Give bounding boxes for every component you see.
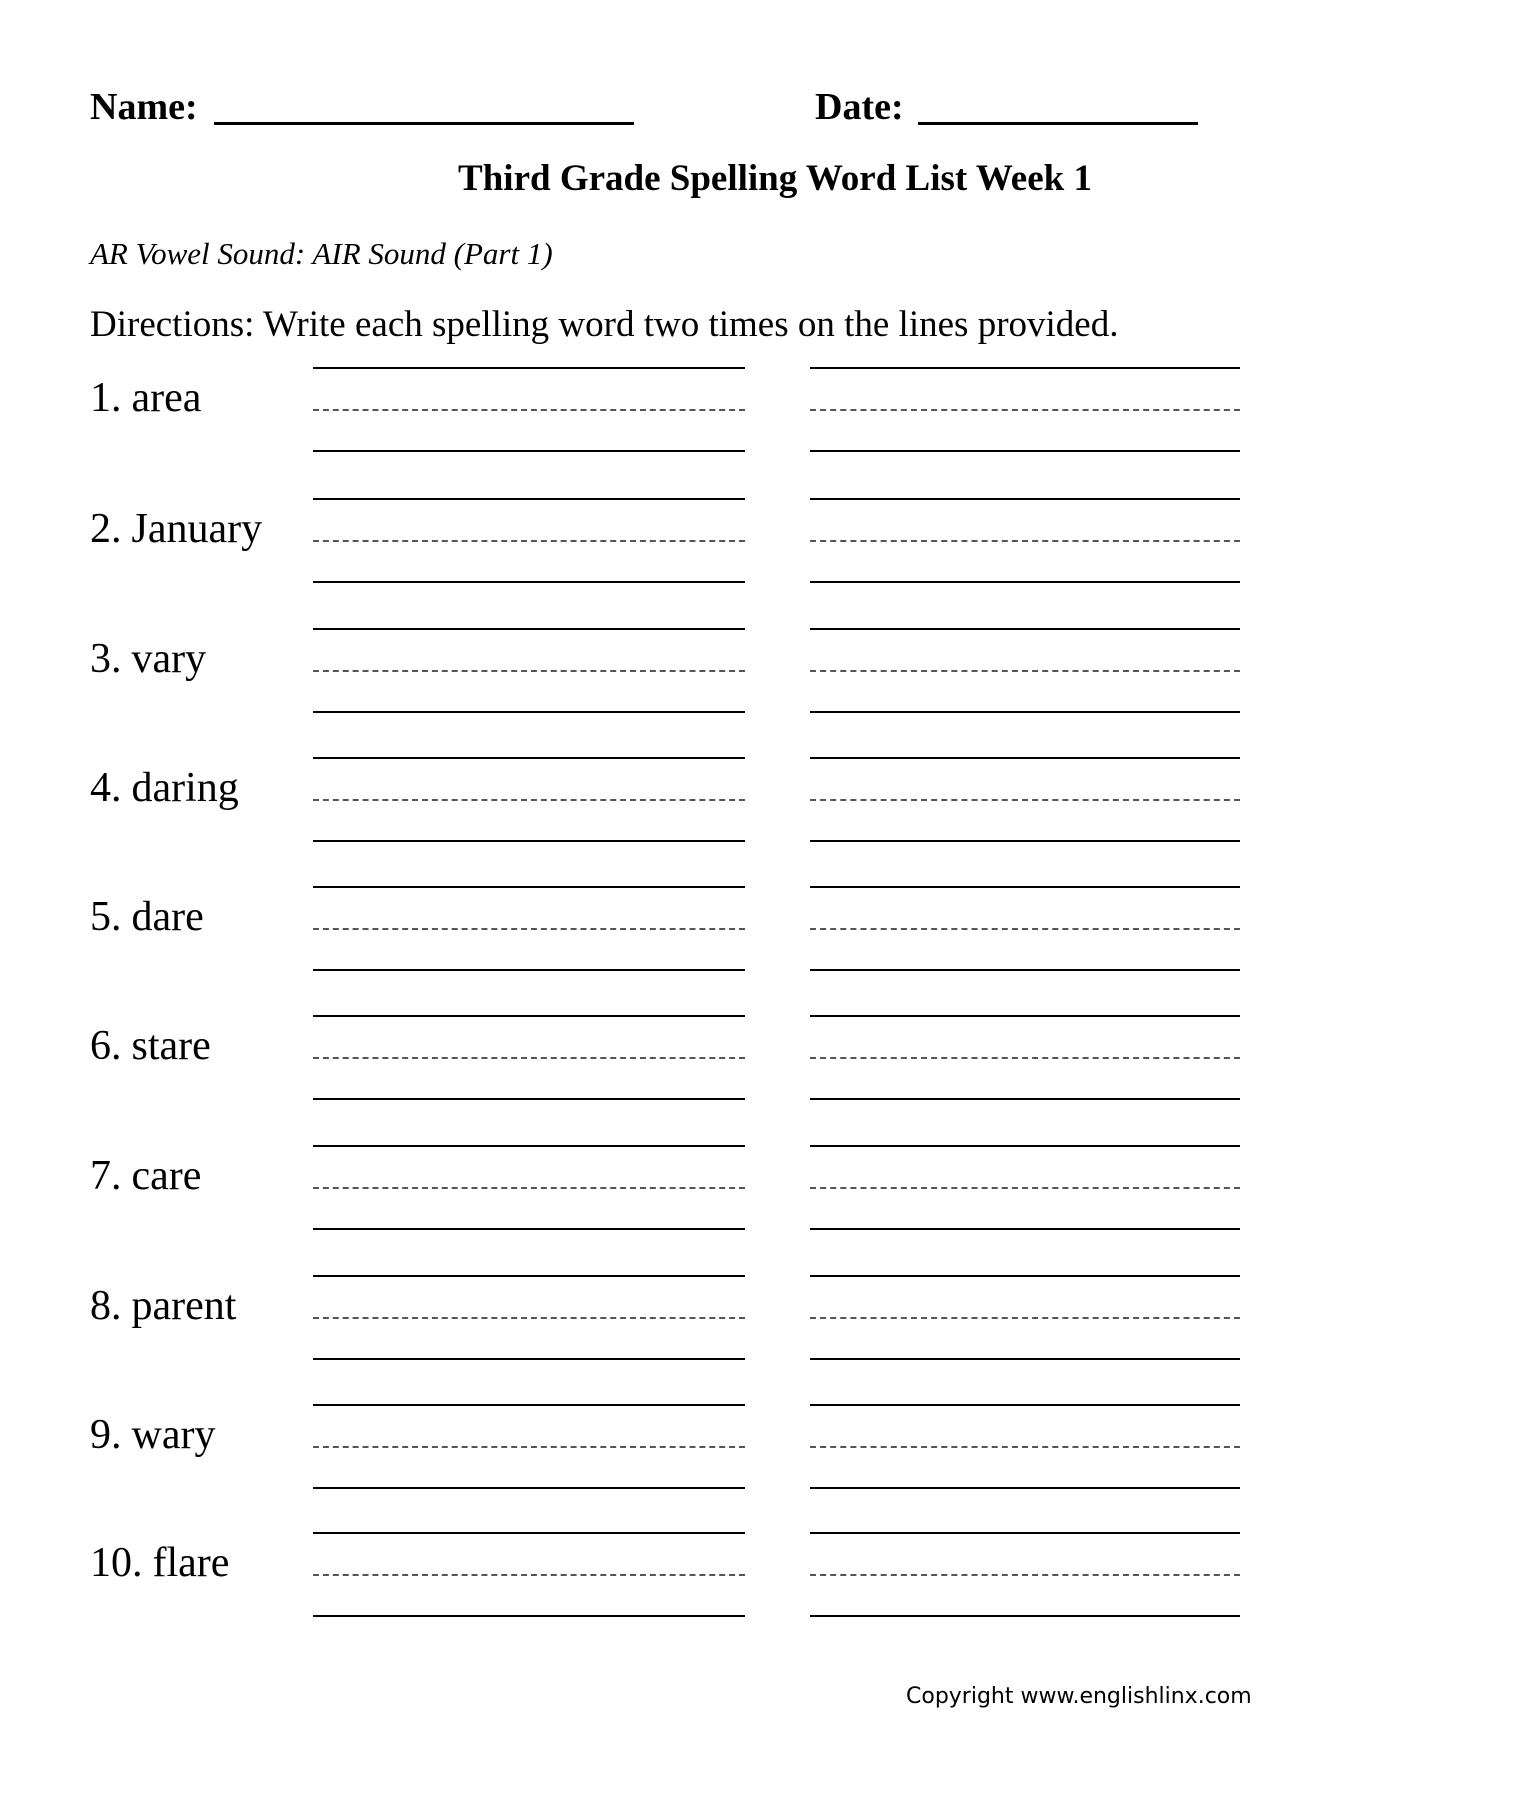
writing-baseline [810,1615,1240,1617]
word-number: 9. [90,1412,122,1458]
writing-top-line [313,757,745,759]
writing-top-line [313,628,745,630]
word-text: January [131,506,263,552]
writing-baseline [810,969,1240,971]
spelling-word-5 [90,896,204,938]
writing-top-line [810,1532,1240,1534]
writing-baseline [313,450,745,452]
writing-top-line [313,498,745,500]
word-text: wary [131,1412,216,1458]
writing-midline [810,1446,1240,1448]
word-number: 4. [90,765,122,811]
word-text: daring [131,765,239,811]
writing-midline [810,1317,1240,1319]
word-text: dare [131,894,204,940]
word-text: care [131,1153,202,1199]
spelling-word-6 [90,1025,211,1067]
word-text: flare [152,1540,230,1586]
writing-top-line [810,886,1240,888]
word-text: area [131,375,202,421]
writing-top-line [313,1015,745,1017]
writing-baseline [810,581,1240,583]
writing-baseline [810,1487,1240,1489]
writing-baseline [810,1228,1240,1230]
writing-top-line [810,1404,1240,1406]
writing-baseline [313,969,745,971]
spelling-word-3 [90,638,206,680]
writing-baseline [810,840,1240,842]
writing-midline [313,540,745,542]
spelling-word-7 [90,1155,201,1197]
writing-top-line [313,1145,745,1147]
writing-top-line [810,757,1240,759]
writing-midline [313,1057,745,1059]
word-number: 1. [90,375,122,421]
writing-baseline [313,711,745,713]
writing-baseline [313,1615,745,1617]
writing-baseline [313,1358,745,1360]
writing-baseline [313,1487,745,1489]
word-number: 7. [90,1153,122,1199]
word-text: parent [131,1283,237,1329]
spelling-word-2 [90,508,262,550]
word-number: 5. [90,894,122,940]
writing-midline [313,409,745,411]
writing-midline [313,799,745,801]
word-number: 2. [90,506,122,552]
spelling-word-9 [90,1414,215,1456]
spelling-word-1 [90,377,201,419]
writing-baseline [810,1098,1240,1100]
spelling-word-4 [90,767,239,809]
writing-top-line [313,1404,745,1406]
writing-midline [810,540,1240,542]
writing-midline [313,1187,745,1189]
writing-midline [313,928,745,930]
writing-top-line [313,886,745,888]
directions-text: Directions: Write each spelling word two times on the lines provided. [90,304,1119,345]
writing-top-line [313,1532,745,1534]
word-number: 8. [90,1283,122,1329]
spelling-word-8 [90,1285,236,1327]
writing-baseline [313,1228,745,1230]
writing-top-line [313,1275,745,1277]
writing-midline [810,670,1240,672]
word-text: stare [131,1023,211,1069]
writing-top-line [810,498,1240,500]
writing-midline [313,1317,745,1319]
word-number: 6. [90,1023,122,1069]
spelling-word-10 [90,1542,229,1584]
page-title: Third Grade Spelling Word List Week 1 [458,158,1092,199]
writing-top-line [313,367,745,369]
writing-top-line [810,367,1240,369]
writing-midline [313,670,745,672]
writing-top-line [810,1015,1240,1017]
writing-top-line [810,1145,1240,1147]
word-number: 10. [90,1540,143,1586]
writing-midline [810,1187,1240,1189]
date-label: Date: [815,86,904,128]
writing-baseline [313,840,745,842]
writing-midline [810,928,1240,930]
name-label: Name: [90,86,198,128]
writing-top-line [810,1275,1240,1277]
writing-baseline [810,711,1240,713]
writing-top-line [810,628,1240,630]
word-number: 3. [90,636,122,682]
writing-baseline [313,581,745,583]
writing-baseline [810,450,1240,452]
writing-midline [810,799,1240,801]
writing-baseline [810,1358,1240,1360]
copyright-text: Copyright www.englishlinx.com [906,1684,1252,1709]
writing-midline [810,1057,1240,1059]
writing-midline [810,409,1240,411]
word-text: vary [131,636,207,682]
writing-midline [810,1574,1240,1576]
subtitle: AR Vowel Sound: AIR Sound (Part 1) [90,236,553,271]
writing-midline [313,1446,745,1448]
date-field-line[interactable] [918,122,1198,125]
writing-baseline [313,1098,745,1100]
writing-midline [313,1574,745,1576]
name-field-line[interactable] [214,122,634,125]
